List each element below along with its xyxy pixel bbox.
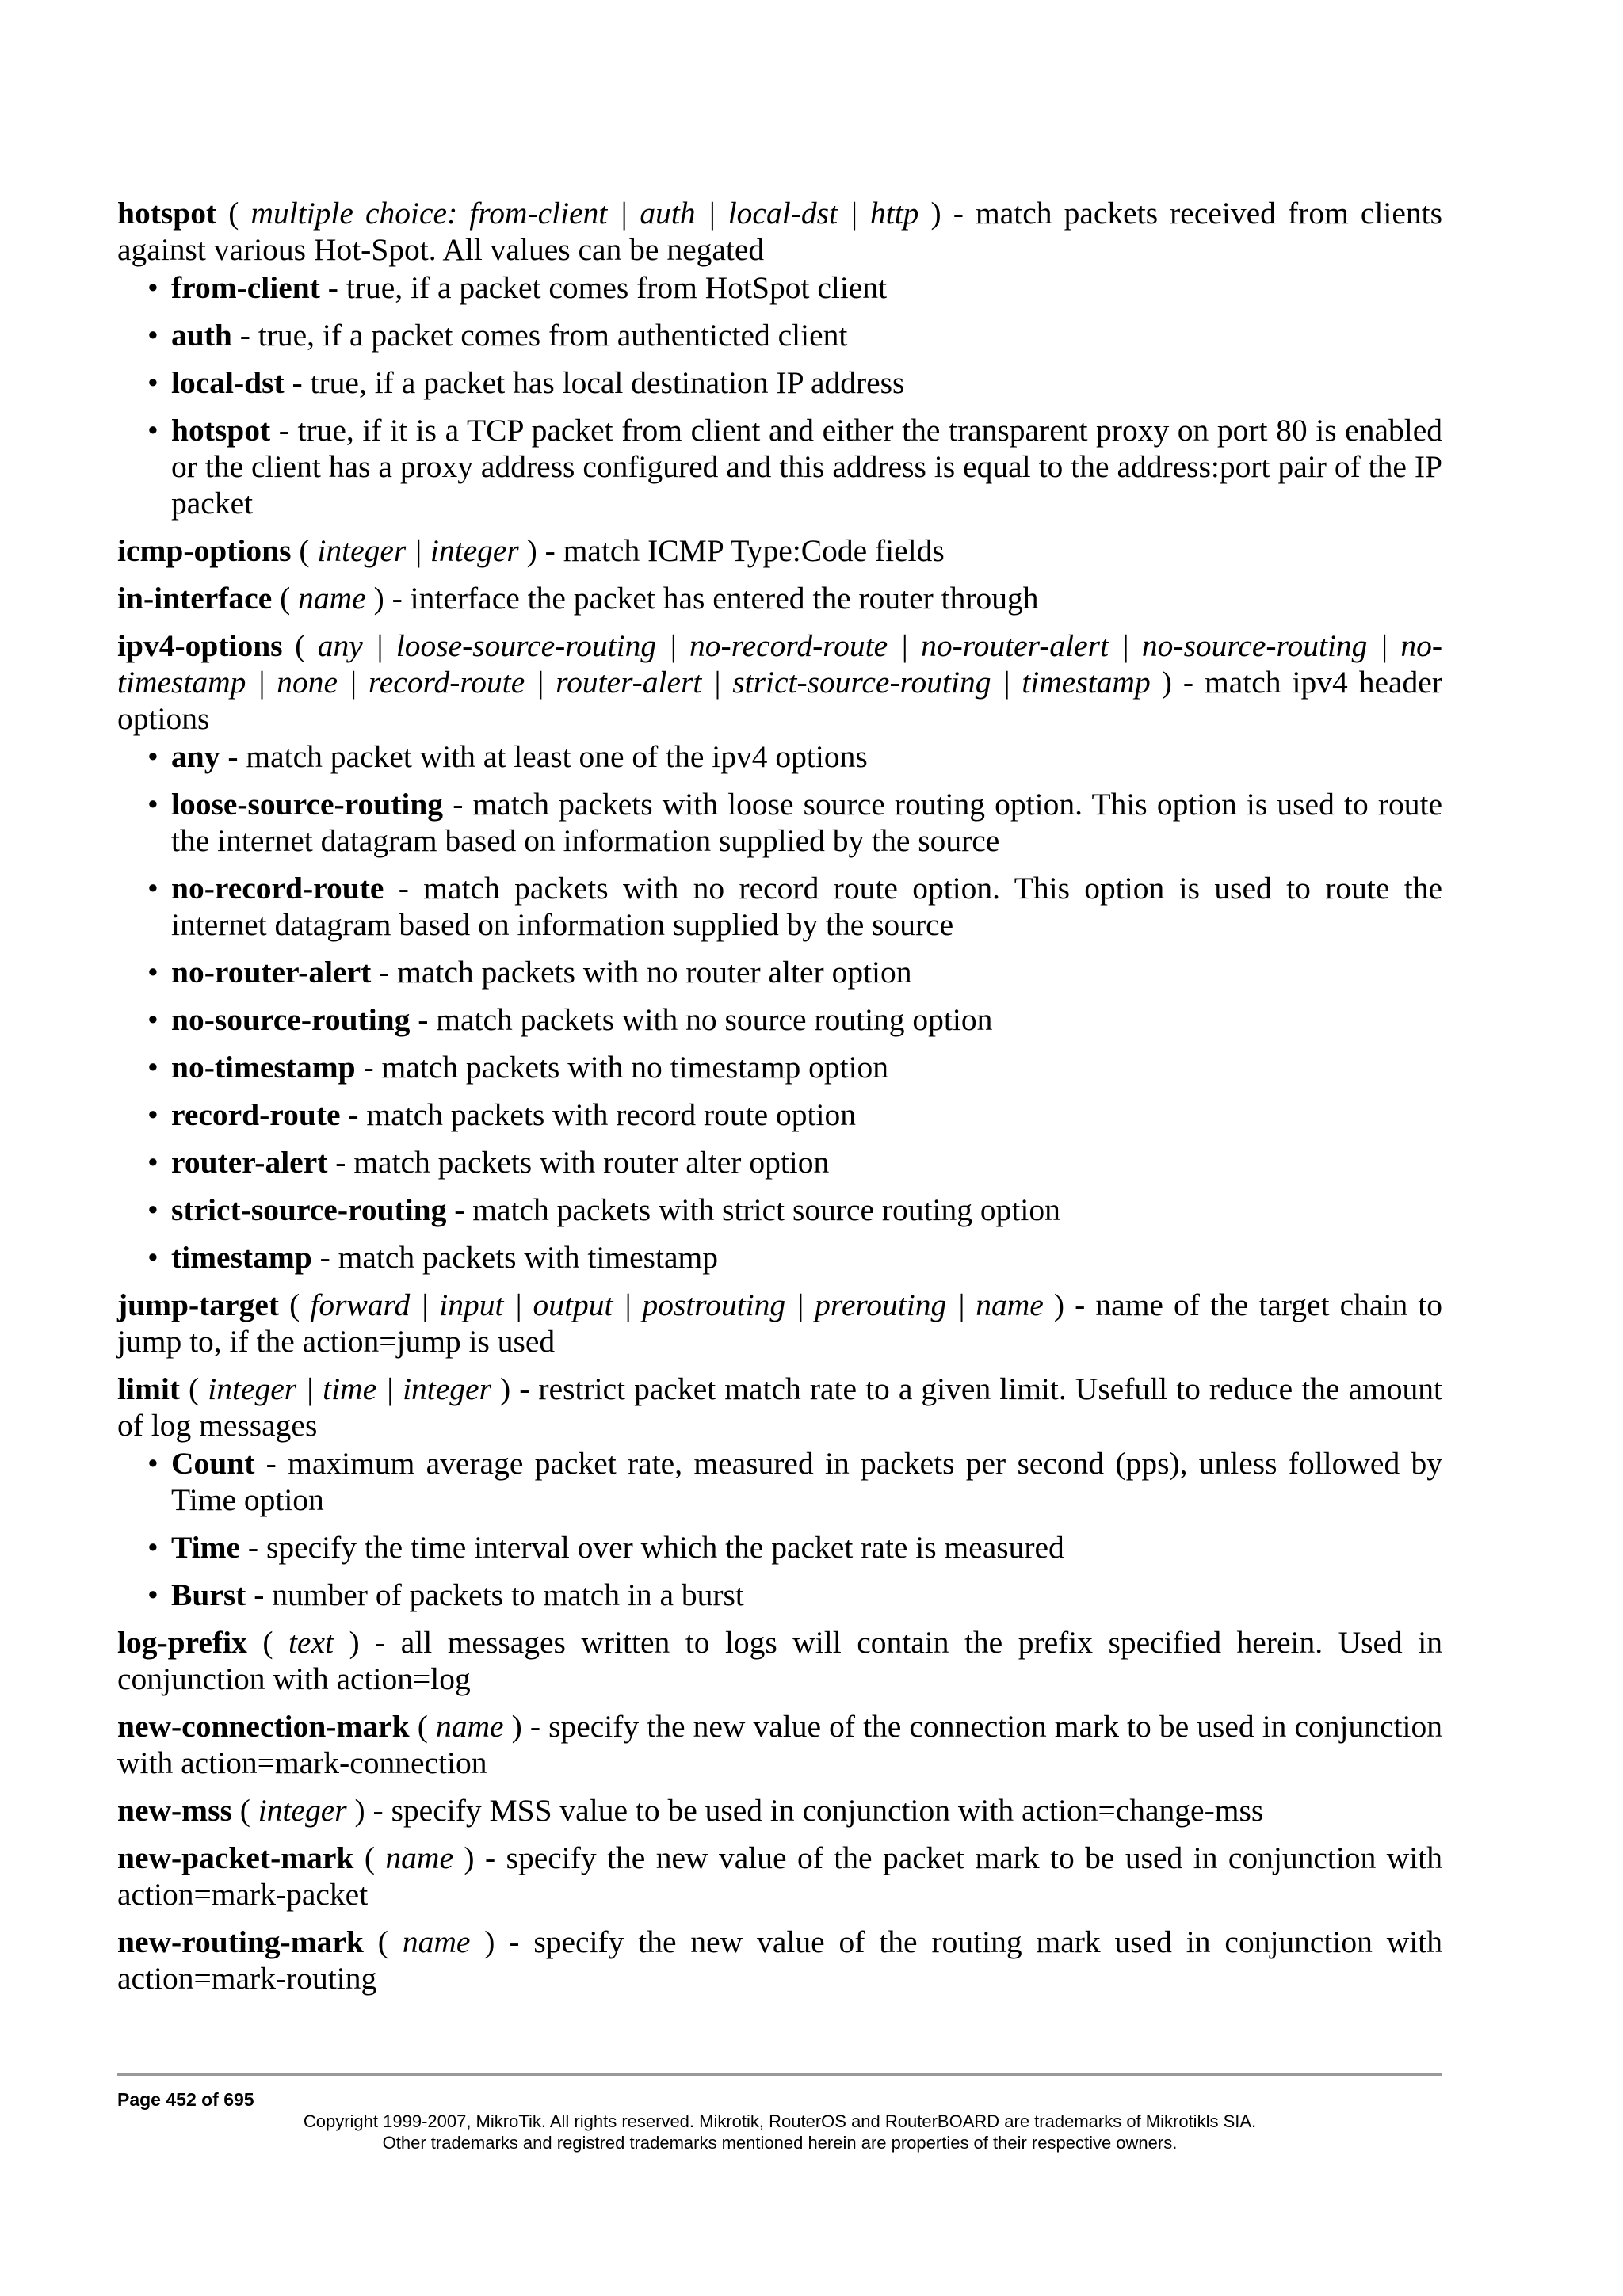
option-description: true, if it is a TCP packet from client and either the transparent proxy on port 80 is enabled or the client has a proxy address configured and this address is equal to the address:port pair of the IP packet <box>171 413 1442 521</box>
document-body <box>117 195 1442 2008</box>
option-name: timestamp <box>171 1240 312 1275</box>
option-description: number of packets to match in a burst <box>272 1577 744 1612</box>
option-name: no-timestamp <box>171 1050 356 1085</box>
option-description: maximum average packet rate, measured in packets per second (pps), unless followed by Time option <box>171 1446 1442 1517</box>
option-item: • hotspot - true, if it is a TCP packet from client and either the transparent proxy on port 80 is enabled or the client has a proxy address configured and this address is equal to the address:port pair of the IP packet <box>171 412 1442 521</box>
parameter-type: integer <box>258 1793 347 1828</box>
parameter-entry: icmp-options ( integer | integer ) - match ICMP Type:Code fields <box>117 533 945 568</box>
copyright-line-1: Copyright 1999-2007, MikroTik. All rights reserved. Mikrotik, RouterOS and RouterBOARD are trademarks of Mikrotikls SIA. <box>303 2111 1257 2131</box>
option-description: true, if a packet has local destination IP address <box>310 365 905 400</box>
option-item: • no-timestamp - match packets with no timestamp option <box>171 1049 1442 1085</box>
parameter-name: new-connection-mark <box>117 1709 410 1744</box>
parameter-type: multiple choice: from-client | auth | local-dst | http <box>250 196 919 231</box>
parameter-description: specify MSS value to be used in conjunction with action=change-mss <box>391 1793 1264 1828</box>
option-name: loose-source-routing <box>171 787 444 822</box>
parameter-description: restrict packet match rate to a given limit. Usefull to reduce the amount of log messages <box>117 1371 1442 1443</box>
parameter-description: match packets received from clients against various Hot-Spot. All values can be negated <box>117 196 1442 267</box>
parameter-type: name <box>402 1924 471 1959</box>
parameter-name: icmp-options <box>117 533 292 568</box>
option-name: hotspot <box>171 413 271 448</box>
option-description: match packets with no timestamp option <box>381 1050 889 1085</box>
parameter-type: any | loose-source-routing | no-record-route | no-router-alert | no-source-routing | no-timestamp | none | record-route | router-alert | strict-source-routing | timestamp <box>117 628 1442 700</box>
option-name: Time <box>171 1530 241 1565</box>
option-description: true, if a packet comes from HotSpot client <box>346 270 888 305</box>
option-item: • no-router-alert - match packets with no router alter option <box>171 954 1442 990</box>
parameter-name: new-routing-mark <box>117 1924 364 1959</box>
parameter-type: integer | time | integer <box>208 1371 491 1406</box>
page-footer <box>117 2073 1442 2153</box>
parameter-type: name <box>435 1709 504 1744</box>
option-list <box>117 738 1442 1276</box>
option-name: from-client <box>171 270 320 305</box>
parameter-entry: new-connection-mark ( name ) - specify the new value of the connection mark to be used in conjunction with action=mark-connection <box>117 1709 1442 1780</box>
option-item: • Count - maximum average packet rate, measured in packets per second (pps), unless followed by Time option <box>171 1445 1442 1518</box>
option-item: • Time - specify the time interval over which the packet rate is measured <box>171 1529 1442 1566</box>
option-name: no-router-alert <box>171 955 372 990</box>
option-item: • from-client - true, if a packet comes from HotSpot client <box>171 269 1442 306</box>
parameter-description: interface the packet has entered the router through <box>410 581 1039 616</box>
parameter-name: jump-target <box>117 1287 280 1322</box>
parameter-entry: jump-target ( forward | input | output | postrouting | prerouting | name ) - name of the target chain to jump to, if the action=jump is used <box>117 1287 1443 1359</box>
option-name: auth <box>171 318 232 353</box>
option-description: match packets with record route option <box>366 1097 856 1132</box>
parameter-entry: new-routing-mark ( name ) - specify the new value of the routing mark used in conjunction with action=mark-routing <box>117 1924 1443 1996</box>
option-name: no-record-route <box>171 871 384 906</box>
parameter-entry: log-prefix ( text ) - all messages written to logs will contain the prefix specified herein. Used in conjunction with action=log <box>117 1625 1442 1696</box>
parameter-type: forward | input | output | postrouting | prerouting | name <box>310 1287 1044 1322</box>
parameter-description: match ipv4 header options <box>117 665 1442 736</box>
option-name: strict-source-routing <box>171 1192 447 1227</box>
option-description: match packets with no source routing option <box>436 1002 993 1037</box>
parameter-description: all messages written to logs will contain the prefix specified herein. Used in conjunction with action=log <box>117 1625 1442 1696</box>
parameter-name: hotspot <box>117 196 217 231</box>
option-item: • record-route - match packets with record route option <box>171 1097 1442 1133</box>
parameter-type: integer | integer <box>317 533 519 568</box>
parameter-name: log-prefix <box>117 1625 247 1660</box>
option-item: • local-dst - true, if a packet has local destination IP address <box>171 364 1442 401</box>
parameter-name: limit <box>117 1371 180 1406</box>
copyright-line-2: Other trademarks and registred trademarks mentioned herein are properties of their respective owners. <box>382 2133 1178 2153</box>
parameter-name: in-interface <box>117 581 273 616</box>
parameter-description: specify the new value of the connection mark to be used in conjunction with action=mark-connection <box>117 1709 1442 1780</box>
parameter-name: new-packet-mark <box>117 1840 354 1875</box>
parameter-entry: hotspot ( multiple choice: from-client | auth | local-dst | http ) - match packets received from clients against various Hot-Spot. All values can be negated <box>117 196 1442 267</box>
option-item: • no-record-route - match packets with no record route option. This option is used to route the internet datagram based on information supplied by the source <box>171 870 1442 943</box>
option-description: match packets with strict source routing option <box>472 1192 1060 1227</box>
option-description: match packet with at least one of the ipv4 options <box>246 739 868 774</box>
parameter-description: match ICMP Type:Code fields <box>563 533 945 568</box>
option-description: match packets with no record route option. This option is used to route the internet datagram based on information supplied by the source <box>171 871 1443 942</box>
option-item: • any - match packet with at least one of the ipv4 options <box>171 738 1442 775</box>
option-name: local-dst <box>171 365 285 400</box>
option-description: match packets with no router alter option <box>397 955 912 990</box>
page-number: Page 452 of 695 <box>117 2089 254 2110</box>
option-item: • Burst - number of packets to match in a burst <box>171 1577 1442 1613</box>
option-name: any <box>171 739 220 774</box>
option-description: match packets with timestamp <box>338 1240 718 1275</box>
option-name: Count <box>171 1446 255 1481</box>
parameter-entry: new-mss ( integer ) - specify MSS value to be used in conjunction with action=change-mss <box>117 1793 1264 1828</box>
option-name: Burst <box>171 1577 246 1612</box>
option-item: • strict-source-routing - match packets with strict source routing option <box>171 1192 1442 1228</box>
parameter-name: new-mss <box>117 1793 232 1828</box>
option-list <box>117 1445 1442 1613</box>
parameter-description: specify the new value of the routing mark used in conjunction with action=mark-routing <box>117 1924 1443 1996</box>
option-name: router-alert <box>171 1145 328 1180</box>
option-item: • router-alert - match packets with router alter option <box>171 1144 1442 1180</box>
option-description: match packets with loose source routing option. This option is used to route the internet datagram based on information supplied by the source <box>171 787 1443 858</box>
option-item: • auth - true, if a packet comes from authenticted client <box>171 317 1442 353</box>
option-item: • loose-source-routing - match packets with loose source routing option. This option is used to route the internet datagram based on information supplied by the source <box>171 786 1442 859</box>
option-name: no-source-routing <box>171 1002 411 1037</box>
option-description: match packets with router alter option <box>353 1145 830 1180</box>
parameter-entry: limit ( integer | time | integer ) - restrict packet match rate to a given limit. Usefull to reduce the amount of log messages <box>117 1371 1442 1443</box>
option-name: record-route <box>171 1097 341 1132</box>
parameter-name: ipv4-options <box>117 628 283 663</box>
parameter-description: specify the new value of the packet mark to be used in conjunction with action=mark-packet <box>117 1840 1443 1912</box>
parameter-description: name of the target chain to jump to, if the action=jump is used <box>117 1287 1443 1359</box>
parameter-type: name <box>385 1840 453 1875</box>
parameter-entry: in-interface ( name ) - interface the packet has entered the router through <box>117 581 1039 616</box>
option-item: • no-source-routing - match packets with no source routing option <box>171 1001 1442 1038</box>
parameter-type: name <box>298 581 366 616</box>
parameter-type: text <box>288 1625 334 1660</box>
option-description: true, if a packet comes from authenticted client <box>258 318 848 353</box>
parameter-entry: ipv4-options ( any | loose-source-routing | no-record-route | no-router-alert | no-source-routing | no-timestamp | none | record-route | router-alert | strict-source-routing | timestamp ) - match ipv4 header options <box>117 628 1442 736</box>
parameter-entry: new-packet-mark ( name ) - specify the new value of the packet mark to be used in conjunction with action=mark-packet <box>117 1840 1443 1912</box>
option-list <box>117 269 1442 521</box>
option-item: • timestamp - match packets with timestamp <box>171 1239 1442 1276</box>
option-description: specify the time interval over which the packet rate is measured <box>265 1530 1064 1565</box>
